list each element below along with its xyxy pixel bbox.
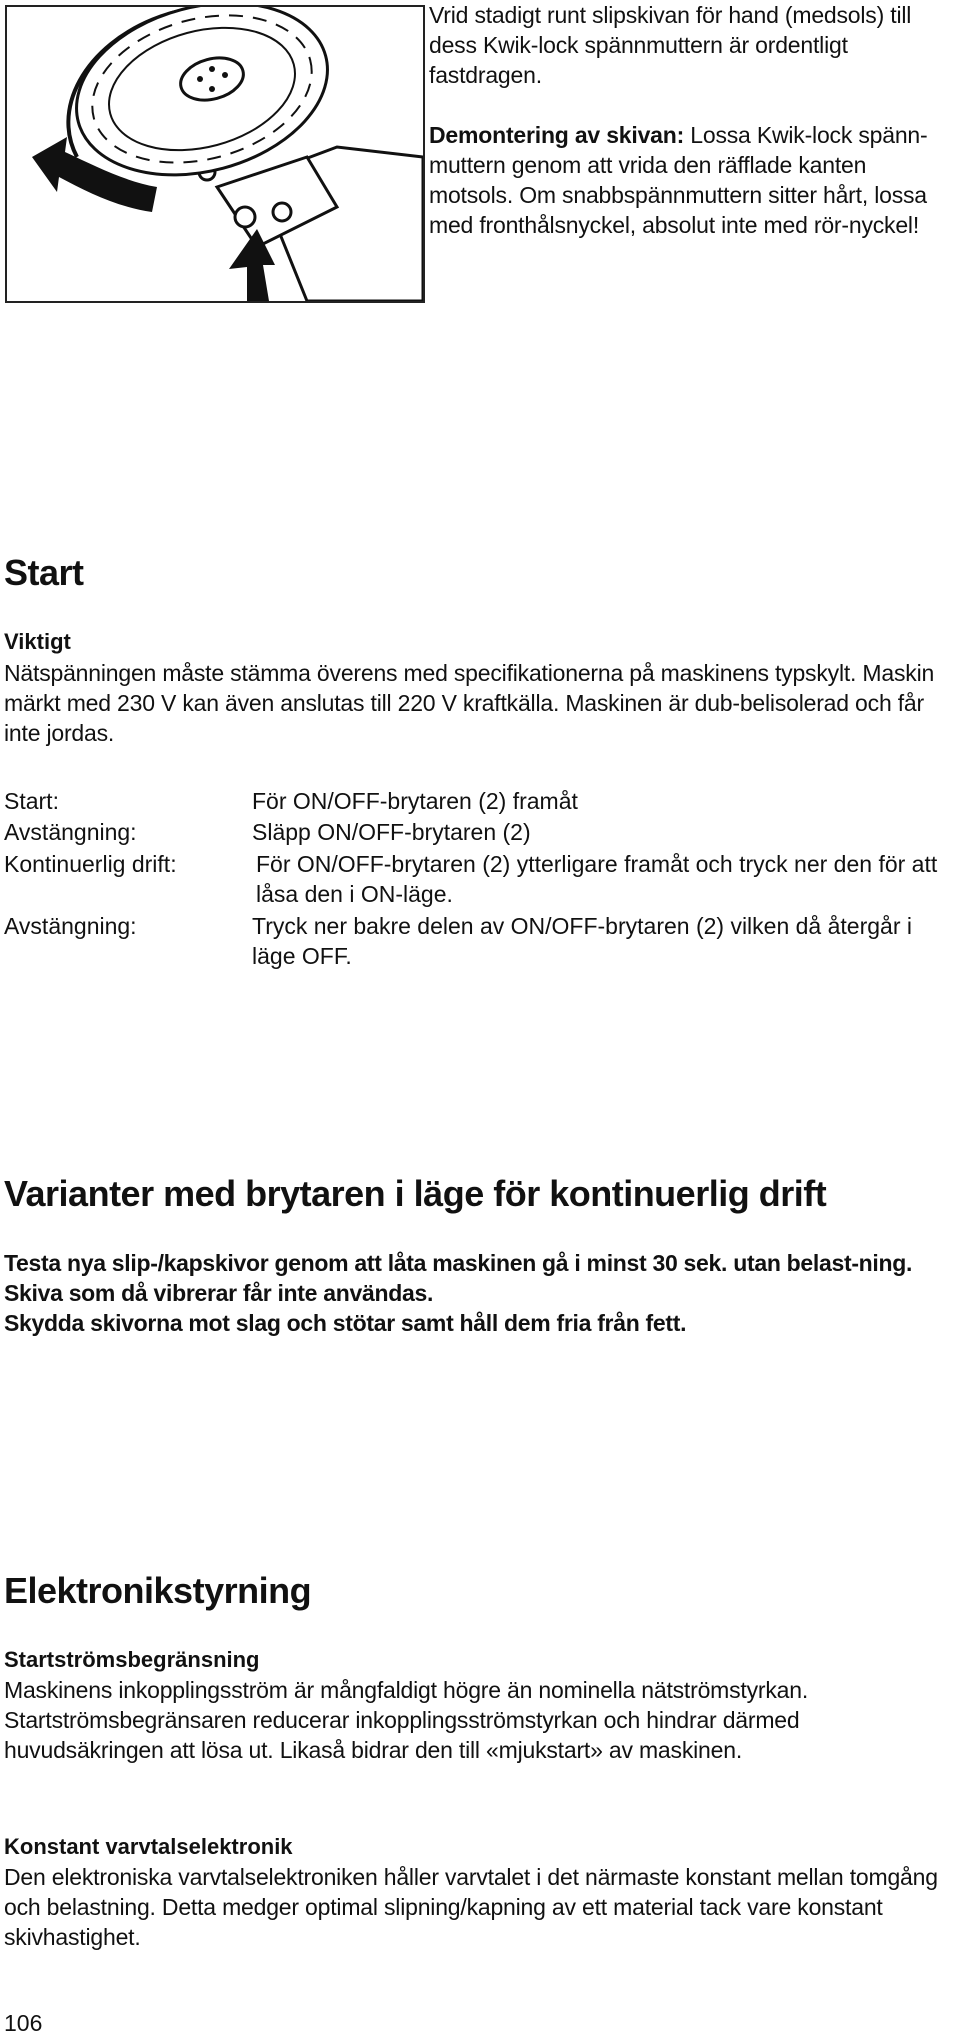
operation-text: Tryck ner bakre delen av ON/OFF-brytaren (2) vilken då återgår i läge OFF. [252, 913, 912, 969]
removal-text: Lossa Kwik-lock spänn-muttern genom att vrida den räfflade kanten motsols. Om snabbspännmuttern sitter hårt, lossa med fronthålsnyckel, absolut inte med rör-nyckel! [429, 122, 928, 238]
page-number: 106 [4, 2010, 43, 2036]
soft-start-subtitle: Startströmsbegränsning [4, 1647, 260, 1672]
mounting-instructions [429, 0, 955, 270]
start-body: Nätspänningen måste stämma överens med specifikationerna på maskinens typskylt. Maskin märkt med 230 V kan även anslutas till 220 V kraftkälla. Maskinen är dub-belisolerad och får inte jordas. [4, 660, 935, 746]
soft-start-body: Maskinens inkopplingsström är mångfaldigt högre än nominella nätströmstyrkan. Startströmsbegränsaren reducerar inkopplingsströmstyrkan och hindrar därmed huvudsäkringen att lösa ut. Likaså bidrar den till «mjukstart» av maskinen. [4, 1677, 809, 1763]
grinder-disc-illustration [5, 5, 425, 303]
operation-text: För ON/OFF-brytaren (2) ytterligare framåt och tryck ner den för att låsa den i ON-läge. [256, 851, 938, 907]
important-subtitle: Viktigt [4, 629, 71, 654]
variants-title: Varianter med brytaren i läge för kontinuerlig drift [4, 1173, 827, 1214]
operation-text: För ON/OFF-brytaren (2) framåt [252, 788, 578, 814]
operation-label: Avstängning: [4, 913, 137, 939]
operation-text: Släpp ON/OFF-brytaren (2) [252, 819, 531, 845]
removal-heading: Demontering av skivan: [429, 122, 685, 148]
speed-control-body: Den elektroniska varvtalselektroniken håller varvtalet i det närmaste konstant mellan tomgång och belastning. Detta medger optimal slipning/kapning av ett material tack vare konstant skivhastighet. [4, 1864, 938, 1950]
operation-label: Kontinuerlig drift: [4, 851, 177, 877]
variants-body: Testa nya slip-/kapskivor genom att låta maskinen gå i minst 30 sek. utan belast-ning. Skiva som då vibrerar får inte användas. Skydda skivorna mot slag och stötar samt håll dem fria från fett. [4, 1250, 913, 1336]
removal-instruction [429, 120, 955, 240]
grinder-disc-drawing [7, 7, 423, 301]
start-title: Start [4, 552, 84, 593]
electronics-title: Elektronikstyrning [4, 1570, 312, 1611]
operation-label: Start: [4, 788, 59, 814]
tighten-instruction: Vrid stadigt runt slipskivan för hand (medsols) till dess Kwik-lock spännmuttern är ordentligt fastdragen. [429, 2, 912, 88]
operation-label: Avstängning: [4, 819, 137, 845]
speed-control-subtitle: Konstant varvtalselektronik [4, 1834, 293, 1859]
